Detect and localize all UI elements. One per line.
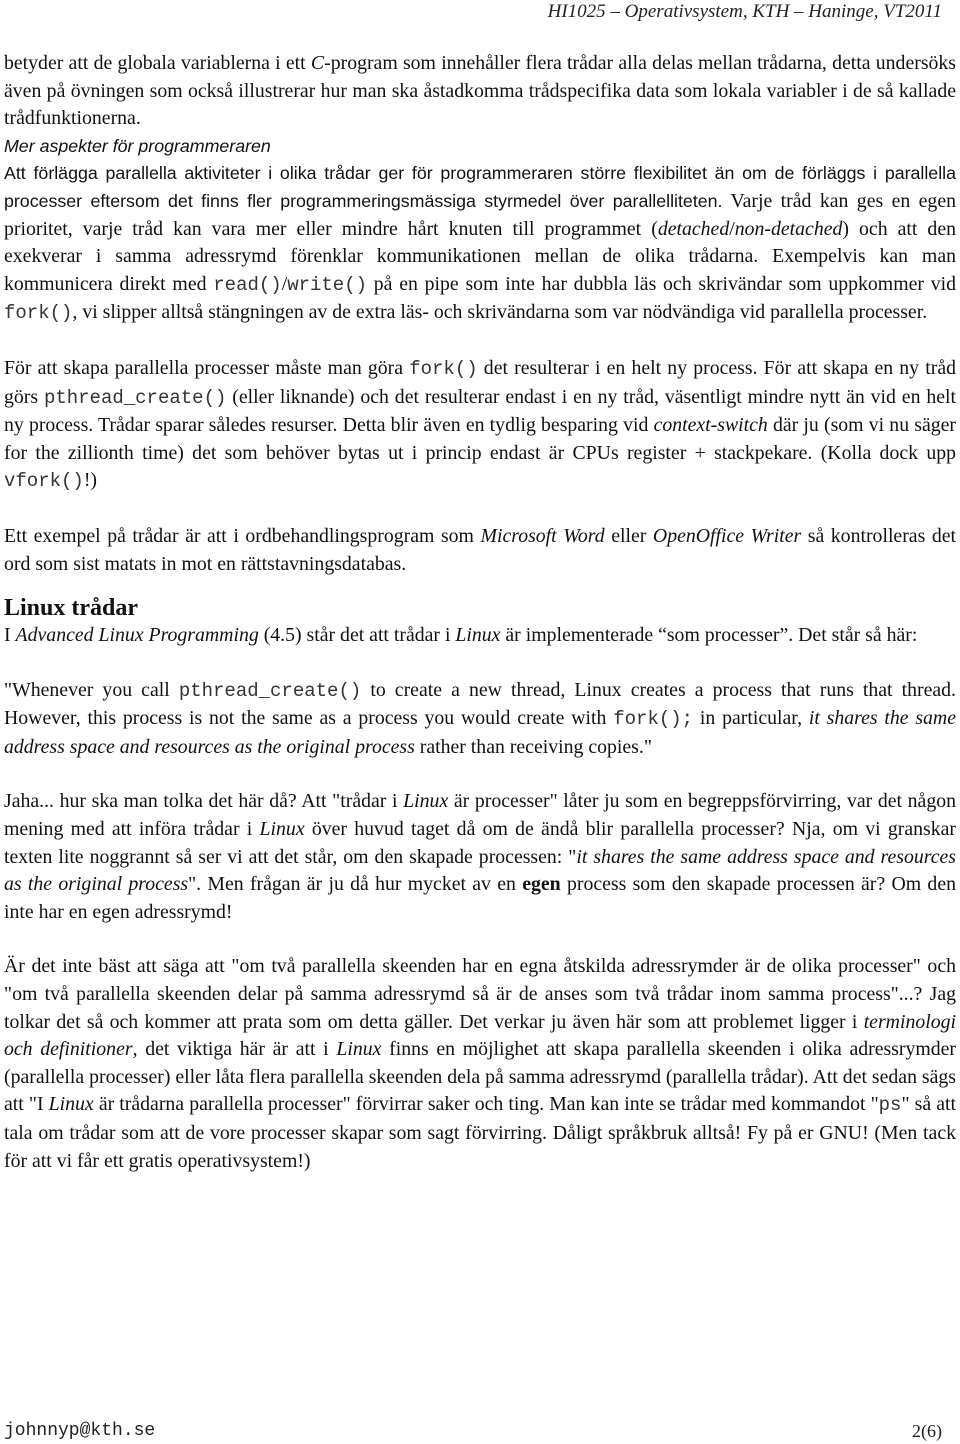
code-read: read() [213, 273, 282, 296]
text: finns en möjlighet att skapa parallella skeenden i olika adressrymder (parallella processer) eller låta flera parallella skeenden dela på samma adressrymd (parallella trådar). Att det sedan sägs att "I [4, 1038, 957, 1116]
code-write: write() [287, 273, 368, 296]
text: eller [604, 524, 653, 547]
text: Jaha... hur ska man tolka det här då? Att "trådar i [4, 790, 404, 813]
emphasis: it shares the same address space and resources as the original process [4, 707, 956, 758]
paragraph-globals [4, 50, 956, 133]
code-vfork: vfork() [4, 470, 84, 493]
paragraph-quote [4, 677, 956, 762]
text: ) och att den exekverar i samma adressrymd förenklar kommunikationen mellan de olika trådarna. Exempelvis kan man kommunicera direkt med [4, 217, 956, 295]
paragraph-gap [4, 761, 956, 788]
code-pthread-create: pthread_create() [178, 679, 362, 702]
text: !) [83, 469, 98, 492]
paragraph-word-processor [4, 523, 956, 578]
text: process som den skapade processen är? Om den inte har en egen adressrymd! [4, 873, 956, 923]
paragraph-alp-reference [4, 622, 956, 650]
text: I [4, 624, 16, 647]
text: Varje tråd kan ges en egen prioritet, varje tråd kan vara mer eller mindre hårt knuten till programmet ( [4, 189, 956, 240]
product-name: OpenOffice Writer [652, 524, 802, 547]
text: ". Men frågan är ju då hur mycket av en [188, 873, 523, 896]
text: , det viktiga här är att i [132, 1038, 337, 1061]
os-name: Linux [455, 624, 501, 647]
text: "Whenever you call [4, 678, 179, 701]
paragraph-gap [4, 926, 956, 953]
page-number: 2(6) [912, 1421, 942, 1441]
paragraph-gap [4, 650, 956, 677]
text: Att förlägga parallella aktiviteter i olika trådar ger för programmeraren större flexibilitet än om de förläggs i parallella processer eftersom det finns fler programmeringsmässiga styrmedel över parallelliteten. [4, 163, 956, 211]
running-header: HI1025 – Operativsystem, KTH – Haninge, VT2011 [547, 1, 942, 22]
text: -program som innehåller flera trådar alla delas mellan trådarna, detta undersöks även på övningen som också illustrerar hur man ska åstadkomma trådspecifika data som lokala variabler i de så kallade trådfunktionerna. [4, 52, 956, 130]
code-fork: fork() [4, 302, 73, 325]
text: över huvud taget då om de ändå blir parallella processer? Nja, om vi granskar texten lite noggrannt så ser vi att det står, om den skapade processen: " [4, 818, 956, 868]
paragraph-gap [4, 496, 956, 523]
code-ps: ps [878, 1094, 902, 1117]
text: / [729, 217, 735, 240]
text: to create a new thread, Linux creates a process that runs that thread. However, this process is not the same as a process you would create with [4, 678, 957, 730]
book-title: Advanced Linux Programming [15, 624, 259, 647]
paragraph-fork-vs-thread [4, 355, 956, 496]
paragraph-interpretation [4, 788, 956, 926]
os-name: Linux [259, 818, 305, 841]
emphasis-bold: egen [522, 873, 561, 896]
text: in particular, [693, 707, 809, 730]
paragraph-gap [4, 328, 956, 355]
term-detached: detached [657, 217, 730, 240]
text: är trådarna parallella processer" förvirrar saker och ting. Man kan inte se trådar med kommandot " [93, 1093, 879, 1116]
text: så kontrolleras det ord som sist matats in mot en rättstavningsdatabas. [4, 524, 957, 575]
emphasis: terminologi och definitioner [4, 1010, 956, 1061]
document-body [4, 50, 956, 1175]
text: är processer" låter ju som en begreppsförvirring, var det någon mening med att införa trådar i [4, 790, 957, 841]
paragraph-conclusion [4, 953, 956, 1175]
os-name: Linux [48, 1093, 94, 1116]
section-gap [4, 578, 956, 594]
text: / [281, 272, 288, 295]
text: betyder att de globala variablerna i ett [4, 52, 311, 74]
subheading: Mer aspekter för programmeraren [4, 135, 271, 156]
author-email: johnnyp@kth.se [4, 1421, 156, 1441]
term-non-detached: non-detached [734, 217, 843, 240]
text: (eller liknande) och det resulterar endast i en ny tråd, väsentligt mindre nytt än vid en helt ny process. Trådar sparar således resurser. Detta blir även en tydlig besparing vid [4, 385, 956, 437]
text: rather than receiving copies." [414, 735, 652, 758]
page-footer [4, 1420, 942, 1442]
text: på en pipe som inte har dubbla läs och skrivändar som uppkommer vid [367, 272, 956, 295]
text: , vi slipper alltså stängningen av de extra läs- och skrivändarna som var nödvändiga vid parallella processer. [72, 301, 928, 324]
language-name: C [310, 52, 325, 74]
os-name: Linux [403, 790, 449, 813]
code-fork: fork(); [613, 708, 694, 731]
product-name: Microsoft Word [480, 524, 605, 547]
code-fork: fork() [409, 357, 478, 380]
section-heading: Linux trådar [4, 595, 139, 622]
code-pthread-create: pthread_create() [43, 386, 227, 409]
os-name: Linux [336, 1038, 382, 1061]
text: (4.5) står det att trådar i [258, 624, 456, 647]
text: Ett exempel på trådar är att i ordbehandlingsprogram som [4, 524, 481, 547]
text: är implementerade “som processer”. Det står så här: [500, 624, 918, 647]
term-context-switch: context-switch [653, 414, 768, 437]
text: Är det inte bäst att säga att "om två parallella skeenden har en egna åtskilda adressrymder är de olika processer" och "om två parallella skeenden delar på samma adressrymd så är de anses som två trådar inom samma process"...? Jag tolkar det så och kommer att prata som om detta gäller. Det verkar ju även här som att problemet ligger i [4, 955, 956, 1033]
paragraph-programmer-aspects [4, 133, 956, 328]
text: det resulterar i en helt ny process. För att skapa en ny tråd görs [4, 356, 956, 408]
emphasis: it shares the same address space and resources as the original process [4, 845, 956, 896]
text: För att skapa parallella processer måste man göra [4, 356, 410, 379]
text: " så att tala om trådar som att de vore processer skapar som sagt förvirring. Dåligt språkbruk alltså! Fy på er GNU! (Men tack för att vi får ett gratis operativsystem!) [4, 1093, 957, 1172]
text: där ju (som vi nu säger for the zillionth time) det som behöver bytas ut i princip endast är CPUs register + stackpekare. (Kolla dock upp [4, 414, 956, 464]
